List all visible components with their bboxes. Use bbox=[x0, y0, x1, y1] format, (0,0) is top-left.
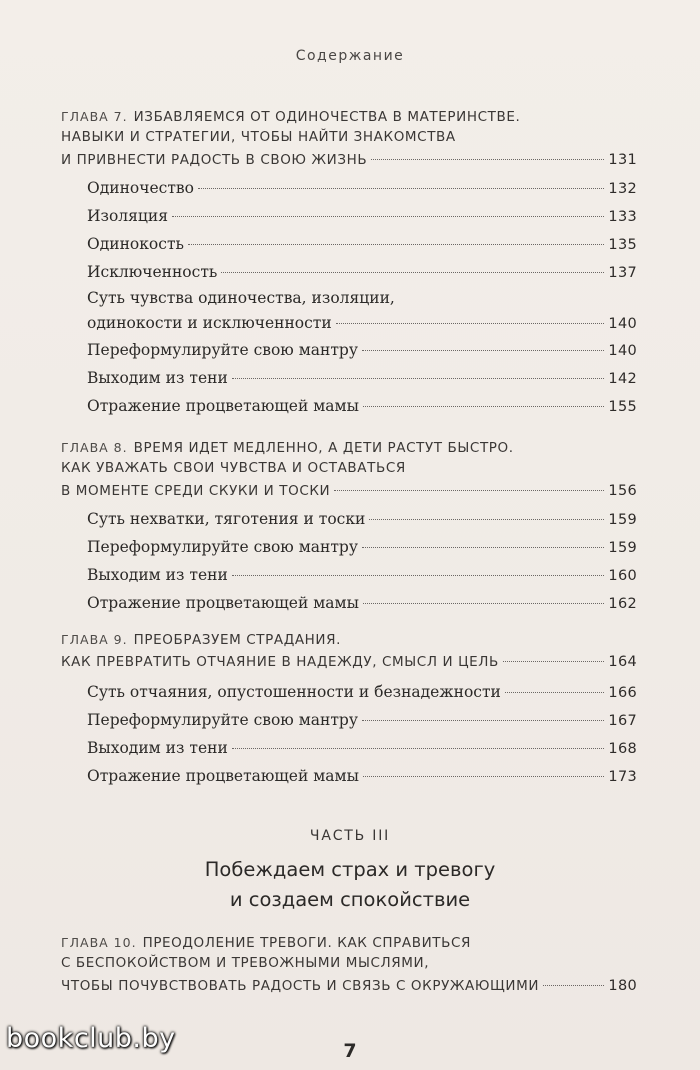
page-number: 159 bbox=[608, 512, 637, 528]
chapter-title-line bbox=[61, 458, 637, 479]
section-title: Одиночество bbox=[87, 179, 194, 197]
chapter-title-text: ЧТОБЫ ПОЧУВСТВОВАТЬ РАДОСТЬ И СВЯЗЬ С ОКРУЖАЮЩИМИ bbox=[61, 978, 540, 994]
watermark-text: bookclub.by bbox=[6, 1023, 176, 1054]
toc-entry[interactable] bbox=[87, 364, 637, 392]
chapter-heading-line bbox=[61, 932, 637, 953]
dot-leader bbox=[232, 575, 605, 576]
chapter-label: ГЛАВА 10. bbox=[61, 935, 137, 950]
toc-entry[interactable] bbox=[87, 734, 637, 762]
dot-leader bbox=[369, 519, 604, 520]
section-title: Выходим из тени bbox=[87, 739, 228, 757]
page-number: 137 bbox=[608, 265, 637, 281]
toc-entry[interactable] bbox=[87, 202, 637, 230]
page-number: 164 bbox=[608, 654, 637, 670]
toc-entry-first-line[interactable] bbox=[87, 286, 637, 310]
toc-entry[interactable] bbox=[61, 974, 637, 998]
section-title: Отражение процветающей мамы bbox=[87, 767, 359, 785]
chapter-title-text: КАК УВАЖАТЬ СВОИ ЧУВСТВА И ОСТАВАТЬСЯ bbox=[61, 460, 406, 476]
section-title: Суть чувства одиночества, изоляции, bbox=[87, 289, 395, 307]
part-title-line: Побеждаем страх и тревогу bbox=[204, 858, 496, 881]
dot-leader bbox=[232, 378, 605, 379]
page-number: 166 bbox=[608, 685, 637, 701]
page-number: 159 bbox=[608, 540, 637, 556]
section-title: Выходим из тени bbox=[87, 566, 228, 584]
page-number: 140 bbox=[608, 316, 637, 332]
chapter-title-line bbox=[61, 953, 637, 974]
section-title: Изоляция bbox=[87, 207, 169, 225]
toc-entry[interactable] bbox=[87, 310, 637, 336]
dot-leader bbox=[363, 776, 604, 777]
dot-leader bbox=[198, 188, 604, 189]
section-title: Переформулируйте свою мантру bbox=[87, 341, 358, 359]
running-head: Содержание bbox=[295, 48, 405, 64]
chapter-heading-line bbox=[61, 106, 637, 127]
page-number: 160 bbox=[608, 568, 637, 584]
toc-chapter-9 bbox=[61, 629, 637, 790]
chapter-title-line: ПРЕОДОЛЕНИЕ ТРЕВОГИ. КАК СПРАВИТЬСЯ bbox=[142, 935, 471, 951]
chapter-label: ГЛАВА 8. bbox=[61, 440, 128, 455]
dot-leader bbox=[221, 272, 604, 273]
section-title: Выходим из тени bbox=[87, 369, 228, 387]
toc-entry[interactable] bbox=[61, 148, 637, 172]
section-title: Отражение процветающей мамы bbox=[87, 594, 359, 612]
chapter-title-text: НАВЫКИ И СТРАТЕГИИ, ЧТОБЫ НАЙТИ ЗНАКОМСТВА bbox=[61, 129, 456, 145]
page-number: 173 bbox=[608, 769, 637, 785]
section-title: Одинокость bbox=[87, 235, 184, 253]
chapter-heading-line bbox=[61, 437, 637, 458]
page-number: 133 bbox=[608, 209, 637, 225]
dot-leader bbox=[172, 216, 604, 217]
part-label: ЧАСТЬ III bbox=[309, 828, 391, 844]
chapter-title-line: ВРЕМЯ ИДЕТ МЕДЛЕННО, А ДЕТИ РАСТУТ БЫСТРО. bbox=[133, 440, 514, 456]
part-title-line: и создаем спокойствие bbox=[229, 888, 471, 911]
dot-leader bbox=[362, 350, 604, 351]
section-title: Переформулируйте свою мантру bbox=[87, 711, 358, 729]
dot-leader bbox=[362, 720, 604, 721]
section-title: Исключенность bbox=[87, 263, 218, 281]
page-number: 142 bbox=[608, 371, 637, 387]
toc-entry[interactable] bbox=[87, 392, 637, 420]
toc-entry[interactable] bbox=[87, 533, 637, 561]
toc-entry[interactable] bbox=[87, 505, 637, 533]
section-title: Суть нехватки, тяготения и тоски bbox=[87, 510, 366, 528]
page-number: 155 bbox=[608, 399, 637, 415]
chapter-title-line: ИЗБАВЛЯЕМСЯ ОТ ОДИНОЧЕСТВА В МАТЕРИНСТВЕ. bbox=[133, 109, 521, 125]
toc-chapter-10 bbox=[61, 932, 637, 998]
page-number: 168 bbox=[608, 741, 637, 757]
chapter-title-text: КАК ПРЕВРАТИТЬ ОТЧАЯНИЕ В НАДЕЖДУ, СМЫСЛ И ЦЕЛЬ bbox=[61, 654, 499, 670]
page-number: 180 bbox=[608, 978, 637, 994]
page-number: 135 bbox=[608, 237, 637, 253]
chapter-title-line: ПРЕОБРАЗУЕМ СТРАДАНИЯ. bbox=[133, 632, 341, 648]
toc-entry[interactable] bbox=[87, 174, 637, 202]
page-number: 167 bbox=[608, 713, 637, 729]
toc-entry[interactable] bbox=[87, 678, 637, 706]
page-number: 131 bbox=[608, 152, 637, 168]
dot-leader bbox=[371, 159, 604, 160]
section-title: Суть отчаяния, опустошенности и безнадежности bbox=[87, 683, 501, 701]
toc-entry[interactable] bbox=[87, 336, 637, 364]
page-number: 156 bbox=[608, 483, 637, 499]
dot-leader bbox=[336, 323, 605, 324]
dot-leader bbox=[363, 406, 604, 407]
toc-entry[interactable] bbox=[87, 230, 637, 258]
toc-entry[interactable] bbox=[87, 706, 637, 734]
toc-entry[interactable] bbox=[87, 258, 637, 286]
dot-leader bbox=[503, 661, 605, 662]
dot-leader bbox=[334, 490, 604, 491]
dot-leader bbox=[505, 692, 605, 693]
page-number-folio: 7 bbox=[343, 1040, 357, 1062]
chapter-heading-line bbox=[61, 629, 637, 650]
dot-leader bbox=[188, 244, 604, 245]
dot-leader bbox=[363, 603, 604, 604]
section-title: Отражение процветающей мамы bbox=[87, 397, 359, 415]
chapter-label: ГЛАВА 9. bbox=[61, 632, 128, 647]
section-title: одинокости и исключенности bbox=[87, 314, 332, 332]
toc-entry[interactable] bbox=[87, 561, 637, 589]
toc-chapter-8 bbox=[61, 437, 637, 617]
page-number: 132 bbox=[608, 181, 637, 197]
chapter-title-text: С БЕСПОКОЙСТВОМ И ТРЕВОЖНЫМИ МЫСЛЯМИ, bbox=[61, 955, 430, 971]
dot-leader bbox=[362, 547, 604, 548]
toc-entry[interactable] bbox=[87, 762, 637, 790]
section-title: Переформулируйте свою мантру bbox=[87, 538, 358, 556]
chapter-title-text: И ПРИВНЕСТИ РАДОСТЬ В СВОЮ ЖИЗНЬ bbox=[61, 152, 368, 168]
toc-entry[interactable] bbox=[87, 589, 637, 617]
dot-leader bbox=[543, 985, 604, 986]
page-number: 140 bbox=[608, 343, 637, 359]
page-number: 162 bbox=[608, 596, 637, 612]
chapter-title-line bbox=[61, 127, 637, 148]
dot-leader bbox=[232, 748, 605, 749]
chapter-label: ГЛАВА 7. bbox=[61, 109, 128, 124]
toc-entry[interactable] bbox=[61, 479, 637, 503]
chapter-title-text: В МОМЕНТЕ СРЕДИ СКУКИ И ТОСКИ bbox=[61, 483, 331, 499]
toc-chapter-7 bbox=[61, 106, 637, 420]
toc-entry[interactable] bbox=[61, 650, 637, 674]
